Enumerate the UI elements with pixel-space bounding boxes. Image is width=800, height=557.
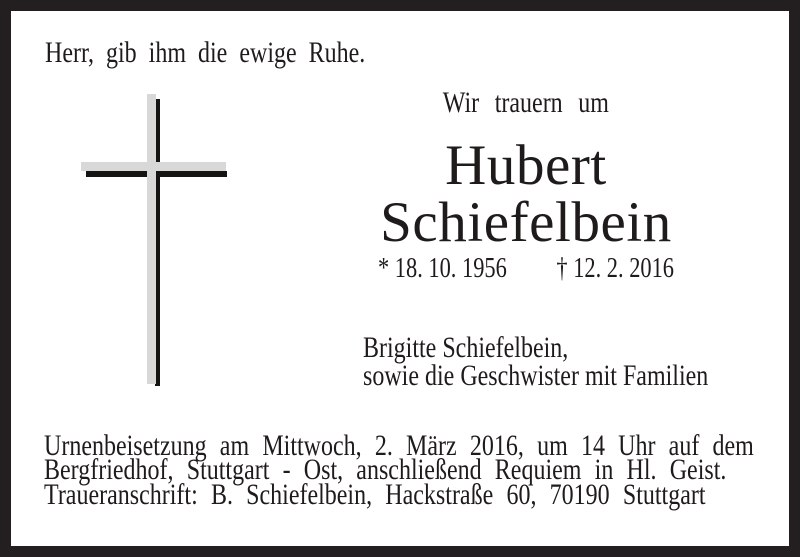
funeral-line-2: Bergfriedhof, Stuttgart - Ost, anschließend Requiem in Hl. Geist. [44,453,727,487]
mourners-relatives: sowie die Geschwister mit Familien [363,359,709,392]
life-dates [340,255,712,283]
funeral-line-1: Urnenbeisetzung am Mittwoch, 2. März 2016, um 14 Uhr auf dem [44,429,754,462]
intro-text: Wir trauern um [442,86,610,119]
deceased-last-name: Schiefelbein [380,191,672,254]
birth-date: * 18. 10. 1956 [378,253,507,284]
epitaph-line [45,38,445,68]
deceased-first-name: Hubert [445,134,607,197]
dates-spacer [507,276,557,277]
funeral-line-3: Traueranschrift: B. Schiefelbein, Hackstraße 60, 70190 Stuttgart [44,477,706,511]
funeral-info-block [44,429,754,511]
life-dates-row [378,255,674,283]
mourner-name: Brigitte Schiefelbein, [363,331,569,364]
latin-cross-icon [80,92,230,388]
deceased-name [340,134,712,254]
epitaph-text: Herr, gib ihm die ewige Ruhe. [45,36,366,69]
intro-line [340,88,712,118]
mourners-block [363,331,709,392]
death-date: † 12. 2. 2016 [556,253,674,284]
